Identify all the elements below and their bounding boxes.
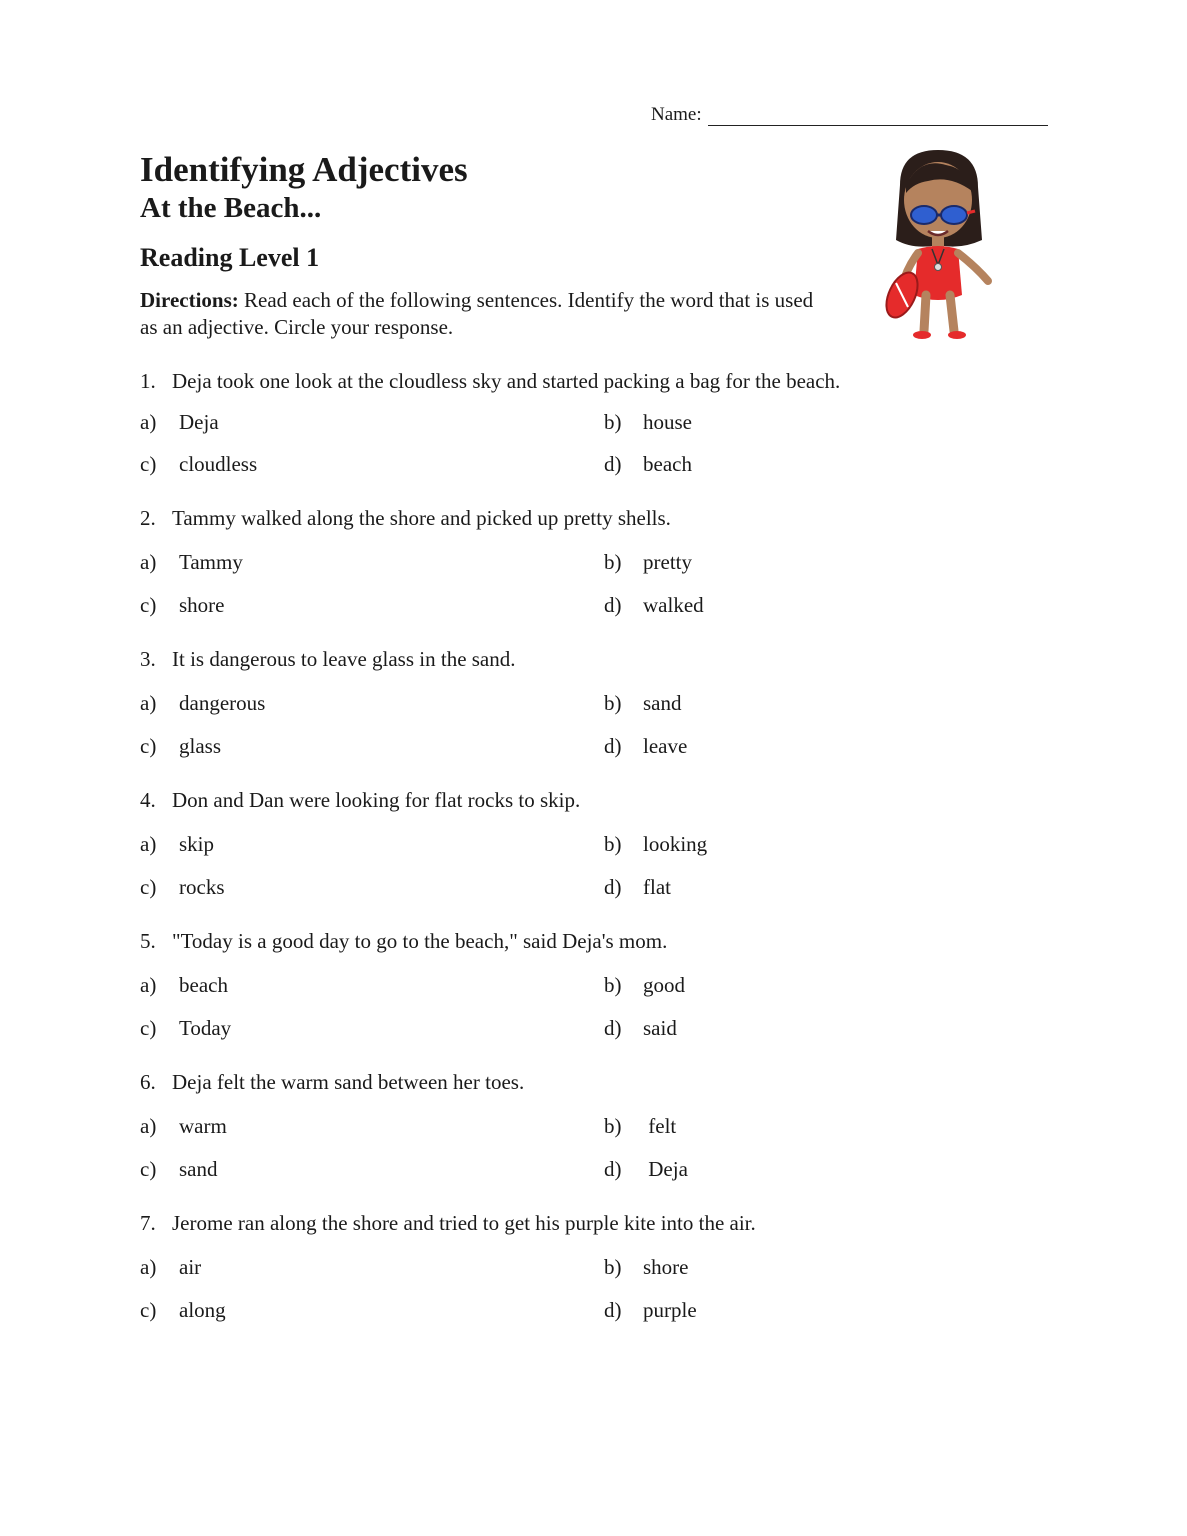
option-text: sand (643, 691, 682, 715)
answer-option[interactable] (140, 410, 219, 435)
answer-option[interactable] (140, 973, 228, 998)
question-text: Deja felt the warm sand between her toes. (172, 1070, 525, 1094)
answer-option[interactable] (604, 593, 704, 618)
option-text: Today (179, 1016, 232, 1040)
question-number: 3. (140, 647, 156, 671)
answer-option[interactable] (140, 875, 225, 900)
question-number: 6. (140, 1070, 156, 1094)
option-letter: a) (140, 691, 157, 715)
option-text: shore (179, 593, 225, 617)
option-letter: d) (604, 1157, 622, 1181)
option-text: walked (643, 593, 704, 617)
name-field[interactable] (651, 104, 1048, 126)
answer-option[interactable] (140, 593, 225, 618)
option-letter: c) (140, 1157, 157, 1181)
option-letter: b) (604, 1114, 622, 1138)
option-letter: b) (604, 832, 622, 856)
answer-option[interactable] (604, 875, 671, 900)
question-text: Jerome ran along the shore and tried to get his purple kite into the air. (172, 1211, 756, 1235)
option-text: glass (179, 734, 221, 758)
option-text: beach (179, 973, 228, 997)
option-letter: a) (140, 1255, 157, 1279)
option-letter: a) (140, 1114, 157, 1138)
answer-option[interactable] (604, 452, 692, 477)
option-text: cloudless (179, 452, 258, 476)
question-3 (140, 647, 516, 672)
question-6 (140, 1070, 524, 1095)
question-5 (140, 929, 667, 954)
option-letter: d) (604, 875, 622, 899)
option-text: air (179, 1255, 202, 1279)
question-number: 2. (140, 506, 156, 530)
answer-option[interactable] (140, 1255, 201, 1280)
option-letter: c) (140, 593, 157, 617)
option-letter: a) (140, 832, 157, 856)
question-number: 4. (140, 788, 156, 812)
worksheet-subtitle: At the Beach... (140, 192, 322, 224)
option-letter: d) (604, 1016, 622, 1040)
answer-option[interactable] (140, 452, 257, 477)
question-text: Deja took one look at the cloudless sky and started packing a bag for the beach. (172, 369, 841, 393)
option-text: Deja (643, 1157, 688, 1181)
question-1 (140, 369, 840, 394)
question-4 (140, 788, 580, 813)
directions-text: Read each of the following sentences. Identify the word that is used as an adjective. Circle your response. (140, 288, 814, 339)
reading-level: Reading Level 1 (140, 243, 320, 272)
answer-option[interactable] (604, 734, 687, 759)
option-text: purple (643, 1298, 697, 1322)
option-text: beach (643, 452, 692, 476)
question-2 (140, 506, 671, 531)
option-text: pretty (643, 550, 692, 574)
answer-option[interactable] (140, 1114, 227, 1139)
option-letter: a) (140, 410, 157, 434)
option-letter: b) (604, 973, 622, 997)
question-text: Tammy walked along the shore and picked up pretty shells. (172, 506, 671, 530)
worksheet-title: Identifying Adjectives (140, 150, 468, 189)
question-number: 7. (140, 1211, 156, 1235)
answer-option[interactable] (604, 832, 707, 857)
option-letter: c) (140, 1298, 157, 1322)
option-text: rocks (179, 875, 225, 899)
option-letter: d) (604, 1298, 622, 1322)
answer-option[interactable] (604, 1114, 676, 1139)
option-text: Tammy (179, 550, 243, 574)
option-text: flat (643, 875, 671, 899)
option-letter: c) (140, 875, 157, 899)
lifeguard-girl-icon (880, 145, 1010, 345)
option-letter: b) (604, 410, 622, 434)
answer-option[interactable] (604, 691, 682, 716)
option-text: leave (643, 734, 688, 758)
question-text: Don and Dan were looking for flat rocks to skip. (172, 788, 581, 812)
answer-option[interactable] (140, 550, 243, 575)
option-letter: c) (140, 734, 157, 758)
option-text: Deja (179, 410, 219, 434)
directions (140, 287, 830, 341)
answer-option[interactable] (604, 550, 692, 575)
option-letter: d) (604, 452, 622, 476)
answer-option[interactable] (140, 734, 221, 759)
option-letter: b) (604, 550, 622, 574)
answer-option[interactable] (604, 1298, 697, 1323)
answer-option[interactable] (604, 1255, 689, 1280)
answer-option[interactable] (140, 691, 265, 716)
option-letter: a) (140, 550, 157, 574)
option-text: said (643, 1016, 677, 1040)
answer-option[interactable] (140, 832, 214, 857)
name-blank-line[interactable] (708, 105, 1048, 126)
answer-option[interactable] (604, 410, 692, 435)
name-label: Name: (651, 104, 702, 125)
answer-option[interactable] (140, 1157, 218, 1182)
option-text: felt (643, 1114, 677, 1138)
option-letter: b) (604, 1255, 622, 1279)
question-7 (140, 1211, 756, 1236)
option-text: good (643, 973, 685, 997)
question-text: It is dangerous to leave glass in the sand. (172, 647, 516, 671)
option-text: sand (179, 1157, 218, 1181)
option-text: along (179, 1298, 226, 1322)
answer-option[interactable] (140, 1016, 231, 1041)
option-letter: a) (140, 973, 157, 997)
option-letter: c) (140, 452, 157, 476)
option-letter: c) (140, 1016, 157, 1040)
option-letter: d) (604, 593, 622, 617)
answer-option[interactable] (604, 1157, 688, 1182)
question-number: 5. (140, 929, 156, 953)
question-text: "Today is a good day to go to the beach," said Deja's mom. (172, 929, 668, 953)
option-text: warm (179, 1114, 227, 1138)
option-text: looking (643, 832, 708, 856)
question-number: 1. (140, 369, 156, 393)
option-text: skip (179, 832, 215, 856)
answer-option[interactable] (140, 1298, 226, 1323)
option-text: shore (643, 1255, 689, 1279)
option-letter: b) (604, 691, 622, 715)
option-letter: d) (604, 734, 622, 758)
option-text: dangerous (179, 691, 266, 715)
option-text: house (643, 410, 692, 434)
answer-option[interactable] (604, 1016, 677, 1041)
directions-label: Directions: (140, 288, 239, 312)
answer-option[interactable] (604, 973, 685, 998)
